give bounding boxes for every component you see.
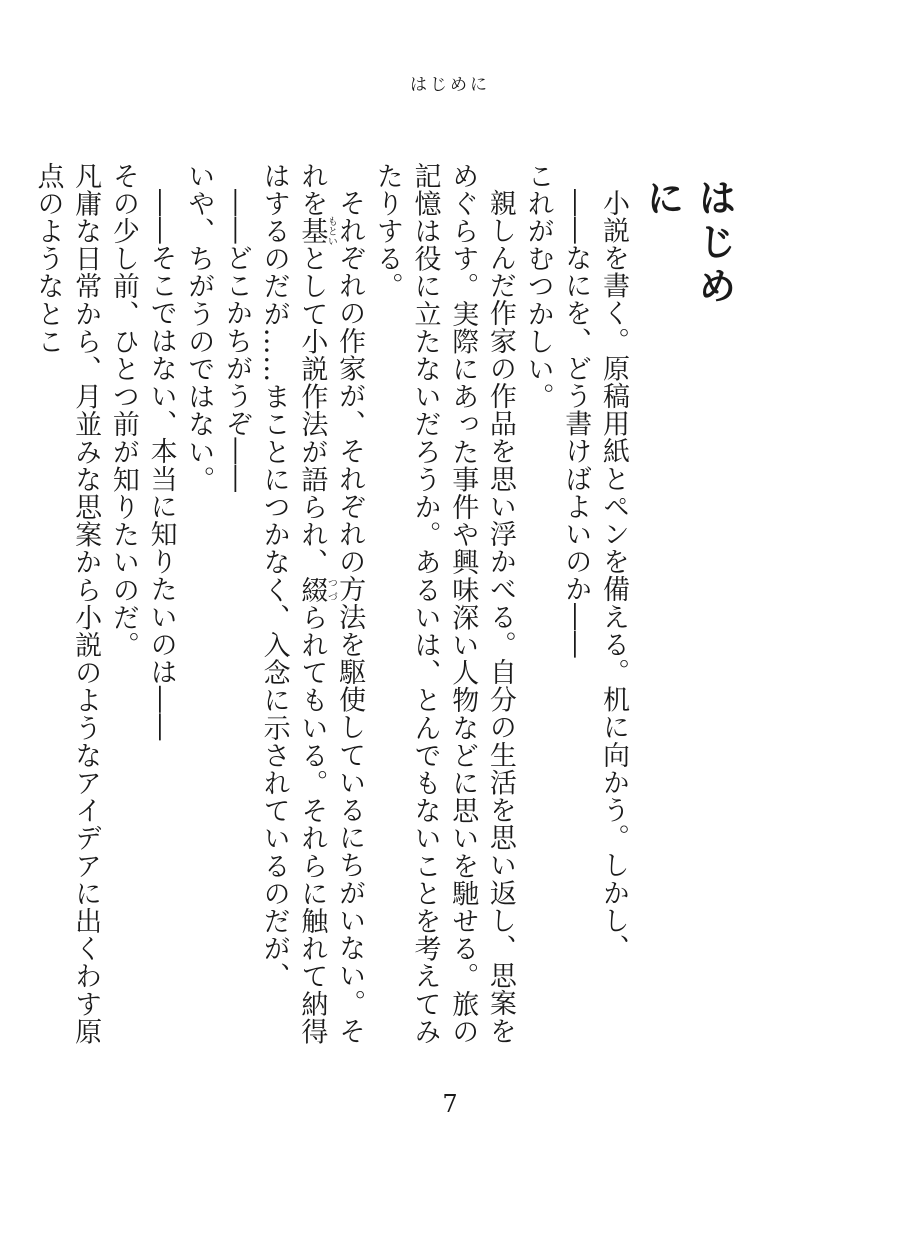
paragraph-text: ――なにを、どう書けばよいのか―― bbox=[560, 189, 592, 659]
page-number: 7 bbox=[442, 1090, 458, 1118]
paragraph bbox=[368, 162, 519, 1062]
paragraph bbox=[519, 162, 557, 1062]
ruby-annotated-text bbox=[296, 216, 337, 247]
paragraph-text: 親しんだ作家の作品を思い浮かべる。自分の生活を思い返し、思案をめぐらす。実際にあった事件や興味深い人物などに思いを馳せる。旅の記憶は役に立たないだろうか。あるいは、とんでもないことを考えてみたりする。 bbox=[371, 162, 516, 1046]
ruby-base: 基 bbox=[296, 216, 328, 246]
paragraph-text: として小説作法が語られ、 bbox=[296, 244, 328, 577]
paragraph bbox=[180, 162, 218, 1062]
furigana: つづ bbox=[325, 576, 337, 604]
paragraph-text: これがむつかしい。 bbox=[522, 162, 554, 411]
paragraph-text: その少し前、ひとつ前が知りたいのだ。 bbox=[107, 162, 139, 659]
paragraph-text: ――どこかちがうぞ―― bbox=[220, 189, 252, 493]
running-head: はじめに bbox=[410, 75, 490, 95]
paragraph-text: いや、ちがうのではない。 bbox=[183, 162, 215, 494]
paragraph bbox=[217, 162, 255, 1062]
paragraph bbox=[142, 162, 180, 1062]
paragraph bbox=[29, 162, 104, 1062]
paragraph bbox=[594, 162, 632, 1062]
paragraph-text: それぞれの作家が、それぞれの方法を駆使しているにちがいない。それを bbox=[296, 162, 366, 1045]
paragraph-text: 凡庸な日常から、月並みな思案から小説のようなアイデアに出くわす原点のようなとこ bbox=[32, 162, 102, 1046]
paragraph-text: られてもいる。それらに触れて納得はするのだが……まことにつかなく、入念に示されているのだが、 bbox=[258, 162, 328, 1046]
ruby-base: 綴 bbox=[296, 576, 328, 604]
body-text bbox=[32, 162, 632, 1062]
paragraph bbox=[557, 162, 595, 1062]
paragraph-text: 小説を書く。原稿用紙とペンを備える。机に向かう。しかし、 bbox=[598, 189, 629, 962]
ruby-annotated-text bbox=[296, 576, 337, 604]
furigana: もとい bbox=[325, 216, 337, 247]
paragraph bbox=[255, 162, 368, 1062]
paragraph bbox=[104, 162, 142, 1062]
paragraph-text: ――そこではない、本当に知りたいのは―― bbox=[145, 189, 177, 741]
chapter-title: はじめに bbox=[640, 178, 737, 310]
